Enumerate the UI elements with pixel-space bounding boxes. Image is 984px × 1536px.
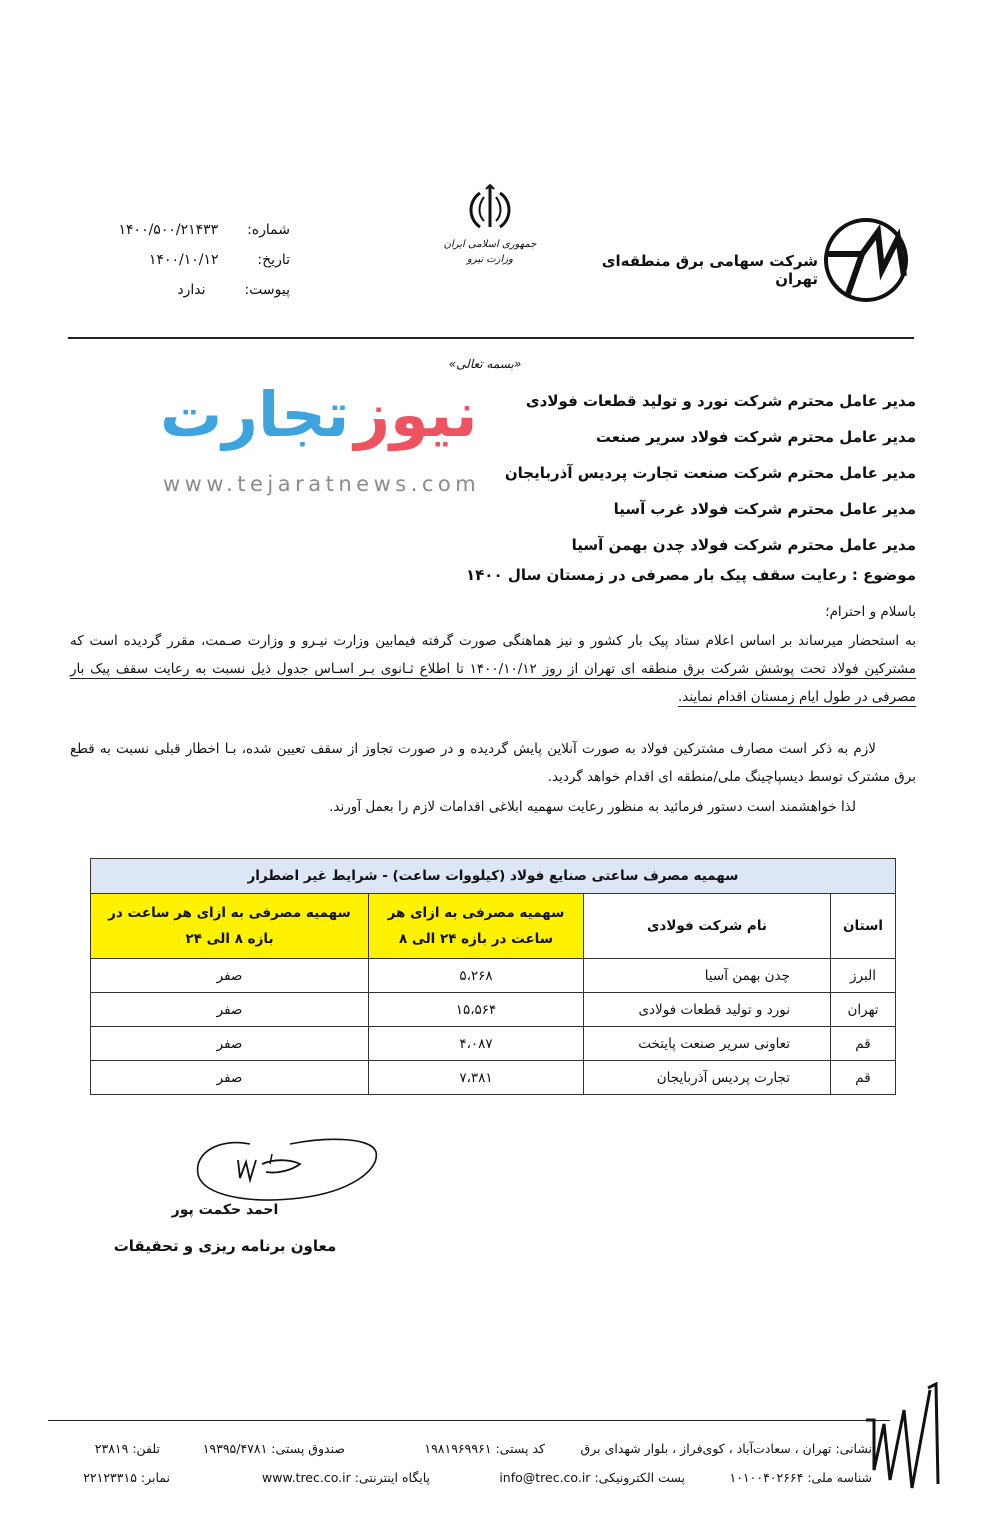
footer-address: نشانی: تهران ، سعادت‌آباد ، کوی‌فراز ، بلوار شهدای برق [580,1441,872,1456]
quota-table [90,858,896,1095]
cell-quota-a: ۵،۲۶۸ [369,959,584,993]
trec-footer-logo-icon [860,1380,950,1490]
paragraph-1-intro: به استحضار میرساند بر اساس اعلام ستاد پیک بار کشور و نیز هماهنگی صورت گرفته فیمابین وزارت نیـرو و وزارت صـمت، مقرر گردیده است که [70,633,916,649]
cell-quota-a: ۴،۰۸۷ [369,1027,584,1061]
header-quota-8-24: سهمیه مصرفی به ازای هر ساعت در بازه ۸ الی ۲۴ [91,894,369,959]
emblem-line-2: وزارت نیرو [466,254,513,265]
number-value: ۱۴۰۰/۵۰۰/۲۱۴۳۳ [118,222,219,238]
cell-province: قم [831,1027,896,1061]
table-row [91,993,896,1027]
emblem-caption [440,237,540,267]
paragraph-2: لازم به ذکر است مصارف مشترکین فولاد به صورت آنلاین پایش گردیده و در صورت تجاوز از سقف تعیین شده، بـا اخطار قبلی نسبت به قطع برق مشترک توسط دیسپاچینگ ملی/منطقه ای اقدام خواهد گردید. [70,741,916,785]
attachment-label: پیوست: [244,282,290,298]
header-quota-24-8: سهمیه مصرفی به ازای هر ساعت در بازه ۲۴ الی ۸ [369,894,584,959]
footer-logo [860,1380,950,1494]
website-value[interactable]: www.trec.co.ir [262,1470,351,1485]
header-province: استان [831,894,896,959]
watermark-tejarat: تجارت [160,378,350,451]
cell-province: قم [831,1061,896,1095]
table-row [91,959,896,993]
cell-province: تهران [831,993,896,1027]
footer-rule [48,1420,890,1421]
recipient-3: مدیر عامل محترم شرکت صنعت تجارت پردیس آذربایجان [504,464,916,482]
recipients-block [416,392,916,572]
paragraph-3: لذا خواهشمند است دستور فرمائید به منظور رعایت سهمیه ابلاغی اقدامات لازم را بعمل آورند. [329,799,856,815]
paragraph-1-underlined: مشترکین فولاد تحت پوشش شرکت برق منطقه ای تهران از روز ۱۴۰۰/۱۰/۱۲ تا اطلاع ثـانوی بـر اسـاس جدول ذیل نسبت به رعایت سقف پیک بار مصرفی در طول ایام زمستان اقدام نمایند. [70,661,916,705]
signatory-title: معاون برنامه ریزی و تحقیقات [113,1237,337,1255]
footer-national-id: شناسه ملی: ۱۰۱۰۰۴۰۲۶۶۴ [729,1470,872,1485]
watermark-news: نیوز [354,378,478,451]
cell-company: چدن بهمن آسیا [584,959,831,993]
cell-quota-b: صفر [91,1027,369,1061]
attachment-value: ندارد [177,282,206,298]
subject-line: موضوع : رعایت سقف پیک بار مصرفی در زمستان سال ۱۴۰۰ [465,566,916,584]
cell-quota-b: صفر [91,993,369,1027]
signature-icon [180,1130,390,1210]
company-logo [818,212,918,312]
emblem-icon [440,183,540,233]
quota-table-wrap [90,858,896,1095]
emblem-line-1: جمهوری اسلامی ایران [443,239,537,250]
date-value: ۱۴۰۰/۱۰/۱۲ [148,252,219,268]
cell-company: نورد و تولید قطعات فولادی [584,993,831,1027]
table-row [91,1061,896,1095]
recipient-5: مدیر عامل محترم شرکت فولاد چدن بهمن آسیا [571,536,916,554]
letter-date [90,252,290,268]
cell-company: تجارت پردیس آذربایجان [584,1061,831,1095]
cell-quota-a: ۷،۳۸۱ [369,1061,584,1095]
number-label: شماره: [247,222,290,238]
footer-po-box: صندوق پستی: ۱۹۳۹۵/۴۷۸۱ [202,1441,345,1456]
signatory-name: احمد حکمت پور [171,1202,279,1218]
footer-fax: نمابر: ۲۲۱۲۳۳۱۵ [83,1470,170,1485]
recipient-4: مدیر عامل محترم شرکت فولاد غرب آسیا [613,500,916,518]
cell-quota-b: صفر [91,959,369,993]
email-label: پست الکترونیکی: [594,1470,685,1485]
letter-number [90,222,290,238]
cell-province: البرز [831,959,896,993]
footer-phone: تلفن: ۲۳۸۱۹ [94,1441,160,1456]
cell-quota-a: ۱۵،۵۶۴ [369,993,584,1027]
basmala: «بسمه تعالی» [448,357,522,371]
cell-quota-b: صفر [91,1061,369,1095]
footer-website [190,1470,430,1485]
letter-attachment [90,282,290,298]
table-title: سهمیه مصرف ساعتی صنایع فولاد (کیلووات ساعت) - شرایط غیر اضطرار [91,859,896,894]
footer-postal-code: کد پستی: ۱۹۸۱۹۶۹۹۶۱ [424,1441,545,1456]
recipient-2: مدیر عامل محترم شرکت فولاد سریر صنعت [595,428,916,446]
cell-company: تعاونی سریر صنعت پایتخت [584,1027,831,1061]
header-rule [68,337,914,339]
greeting: باسلام و احترام؛ [825,604,916,620]
header-company: نام شرکت فولادی [584,894,831,959]
paragraph-1 [70,627,916,711]
trec-logo-icon [818,212,918,308]
date-label: تاریخ: [257,252,290,268]
company-name: شرکت سهامی برق منطقه‌ای تهران [601,252,818,288]
table-row [91,1027,896,1061]
website-label: پایگاه اینترنتی: [354,1470,430,1485]
iran-emblem [440,183,540,267]
recipient-1: مدیر عامل محترم شرکت نورد و تولید قطعات فولادی [525,392,916,410]
footer-email [440,1470,685,1485]
watermark-url: www.tejaratnews.com [163,472,481,496]
email-value[interactable]: info@trec.co.ir [499,1470,591,1485]
